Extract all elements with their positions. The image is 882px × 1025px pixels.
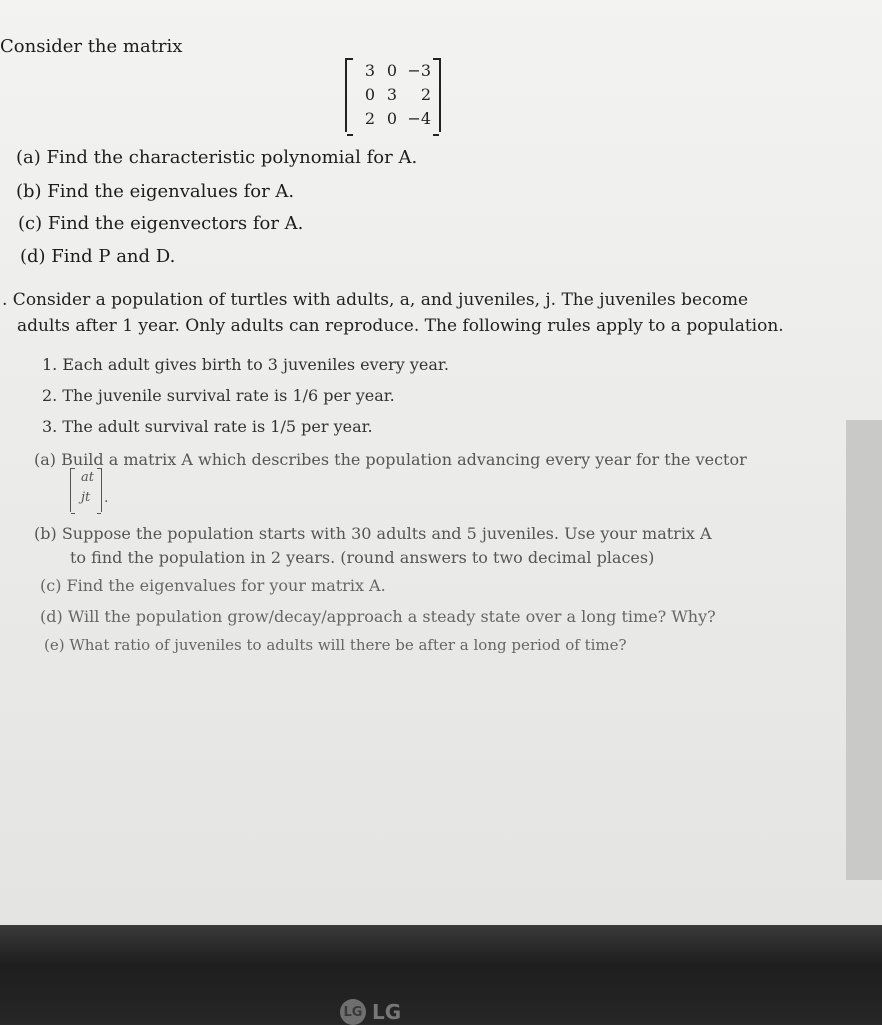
rule-2: 2. The juvenile survival rate is 1/6 per year. — [42, 386, 395, 405]
rule-3: 3. The adult survival rate is 1/5 per year. — [42, 417, 373, 436]
problem2-part-d: (d) Will the population grow/decay/approach a steady state over a long time? Why? — [40, 607, 716, 626]
screen-edge — [846, 420, 882, 880]
matrix-cell: 3 — [386, 85, 397, 104]
matrix-cell: 0 — [386, 109, 397, 128]
matrix-cell: 2 — [364, 109, 375, 128]
matrix-cell: 0 — [364, 85, 375, 104]
problem2-intro-line1: . Consider a population of turtles with adults, a, and juveniles, j. The juveniles become — [2, 290, 748, 310]
lg-logo — [340, 1000, 401, 1024]
monitor-bezel — [0, 925, 882, 1024]
problem2-part-b-line2: to find the population in 2 years. (round answers to two decimal places) — [70, 548, 655, 567]
vector-juveniles: jt — [81, 490, 91, 505]
problem2-part-b-line1: (b) Suppose the population starts with 30 adults and 5 juveniles. Use your matrix A — [34, 524, 712, 543]
matrix-cell: −3 — [407, 61, 431, 80]
problem2-part-c: (c) Find the eigenvalues for your matrix A. — [40, 576, 386, 595]
problem2-intro-line2: adults after 1 year. Only adults can reproduce. The following rules apply to a population. — [17, 316, 784, 336]
problem2-part-e: (e) What ratio of juveniles to adults will there be after a long period of time? — [44, 636, 627, 654]
matrix-cell: 3 — [364, 61, 375, 80]
vector-period: . — [104, 490, 109, 506]
matrix-A — [345, 58, 441, 132]
problem1-part-c: (c) Find the eigenvectors for A. — [18, 213, 304, 234]
matrix-cell: 2 — [420, 85, 431, 104]
lg-brand-text: LG — [372, 1000, 402, 1024]
problem2-part-a: (a) Build a matrix A which describes the population advancing every year for the vector — [34, 450, 747, 469]
vector-adults: at — [81, 470, 94, 485]
problem1-part-a: (a) Find the characteristic polynomial for A. — [16, 147, 418, 168]
rule-1: 1. Each adult gives birth to 3 juveniles every year. — [42, 355, 449, 374]
population-vector — [70, 468, 102, 512]
matrix-cell: −4 — [407, 109, 431, 128]
problem1-part-d: (d) Find P and D. — [20, 246, 176, 267]
problem1-part-b: (b) Find the eigenvalues for A. — [16, 181, 295, 202]
matrix-cell: 0 — [386, 61, 397, 80]
lg-logo-mark: LG — [340, 999, 366, 1025]
problem1-intro: Consider the matrix — [0, 36, 183, 57]
